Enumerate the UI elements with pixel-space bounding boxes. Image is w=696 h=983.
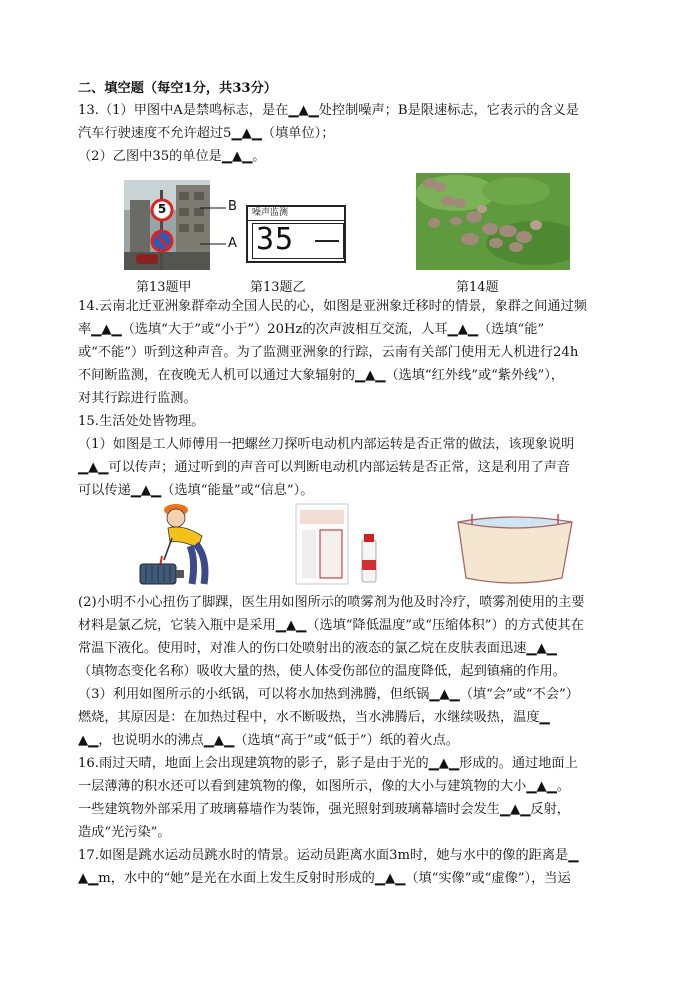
text-line: （填物态变化名称）吸收大量的热，使人体受伤部位的温度降低，起到镇痛的作用。 bbox=[78, 664, 566, 679]
text-line: 14.云南北迁亚洲象群牵动全国人民的心，如图是亚洲象迁移时的情景，象群之间通过频 bbox=[78, 299, 587, 314]
text-line: (2)小明不小心扭伤了脚踝，医生用如图所示的喷雾剂为他及时冷疗，喷雾剂使用的主要 bbox=[78, 595, 585, 610]
text-line: 17.如图是跳水运动员跳水时的情景。运动员距离水面3m时，她与水中的像的距离是▁ bbox=[78, 848, 579, 863]
text-line: ▁▲▁可以传声；通过听到的声音可以判断电动机内部运转是否正常，这是利用了声音 bbox=[78, 460, 570, 475]
text-line: 不间断监测，在夜晚无人机可以通过大象辐射的▁▲▁（选填“红外线”或“紫外线”）， bbox=[78, 368, 564, 383]
figure-14-elephants-photo bbox=[416, 173, 570, 270]
text-line: 常温下液化。使用时，对准人的伤口处喷射出的液态的氯乙烷在皮肤表面迅速▁▲▁ bbox=[78, 641, 557, 656]
text-line: 13.（1）甲图中A是禁鸣标志，是在▁▲▁处控制噪声；B是限速标志，它表示的含义是 bbox=[78, 103, 579, 118]
figure-worker-motor bbox=[138, 500, 230, 588]
text-line: ▲▁m，水中的“她”是光在水面上发生反射时形成的▁▲▁（填“实像”或“虚像”），当运 bbox=[78, 871, 571, 886]
unit-blank bbox=[315, 240, 339, 242]
figure-paper-pot bbox=[452, 508, 578, 588]
text-line: 15.生活处处皆物理。 bbox=[78, 414, 205, 429]
text-line: 一层薄薄的积水还可以看到建筑物的像，如图所示，像的大小与建筑物的大小▁▲▁。 bbox=[78, 779, 570, 794]
text-line: 率▁▲▁（选填“大于”或“小于”）20Hz的次声波相互交流，人耳▁▲▁（选填“能” bbox=[78, 322, 545, 337]
text-line: ▲▁，也说明水的沸点▁▲▁（选填“高于”或“低于”）纸的着火点。 bbox=[78, 733, 459, 748]
noise-monitor-header: 噪声监测 bbox=[248, 207, 344, 221]
label-a: A bbox=[228, 236, 237, 251]
text-line: 一些建筑物外部采用了玻璃幕墙作为装饰，强光照射到玻璃幕墙时会发生▁▲▁反射， bbox=[78, 802, 570, 817]
text-line: （1）如图是工人师傅用一把螺丝刀探听电动机内部运转是否正常的做法，该现象说明 bbox=[78, 437, 575, 452]
text-line: 可以传递▁▲▁（选填“能量”或“信息”）。 bbox=[78, 483, 314, 498]
section-title: 二、填空题（每空1分，共33分） bbox=[78, 81, 277, 96]
text-line: （2）乙图中35的单位是▁▲▁。 bbox=[78, 149, 266, 164]
text-line: 材料是氯乙烷，它装入瓶中是采用▁▲▁（选填“降低温度”或“压缩体积”）的方式使其在 bbox=[78, 618, 584, 633]
caption-14: 第14题 bbox=[456, 280, 499, 295]
caption-13a: 第13题甲 bbox=[136, 280, 192, 295]
text-line: 或“不能”）听到这种声音。为了监测亚洲象的行踪，云南有关部门使用无人机进行24h bbox=[78, 345, 579, 360]
noise-display bbox=[252, 223, 344, 259]
speed-limit-number: 5 bbox=[157, 202, 167, 216]
caption-13b: 第13题乙 bbox=[250, 280, 306, 295]
text-line: 造成“光污染”。 bbox=[78, 825, 171, 840]
noise-value: 35 bbox=[256, 222, 295, 257]
text-line: 对其行踪进行监测。 bbox=[78, 391, 197, 406]
figure-13b-noise-monitor bbox=[246, 205, 346, 263]
figure-spray-bottle bbox=[292, 500, 388, 588]
text-line: 16.雨过天晴，地面上会出现建筑物的影子，影子是由于光的▁▲▁形成的。通过地面上 bbox=[78, 756, 578, 771]
text-line: （3）利用如图所示的小纸锅，可以将水加热到沸腾，但纸锅▁▲▁（填“会”或“不会”） bbox=[78, 687, 579, 702]
label-b: B bbox=[228, 199, 237, 214]
text-line: 燃烧，其原因是：在加热过程中，水不断吸热，当水沸腾后，水继续吸热，温度▁ bbox=[78, 710, 550, 725]
text-line: 汽车行驶速度不允许超过5▁▲▁（填单位）； bbox=[78, 126, 335, 141]
figure-13a-photo bbox=[124, 180, 210, 270]
